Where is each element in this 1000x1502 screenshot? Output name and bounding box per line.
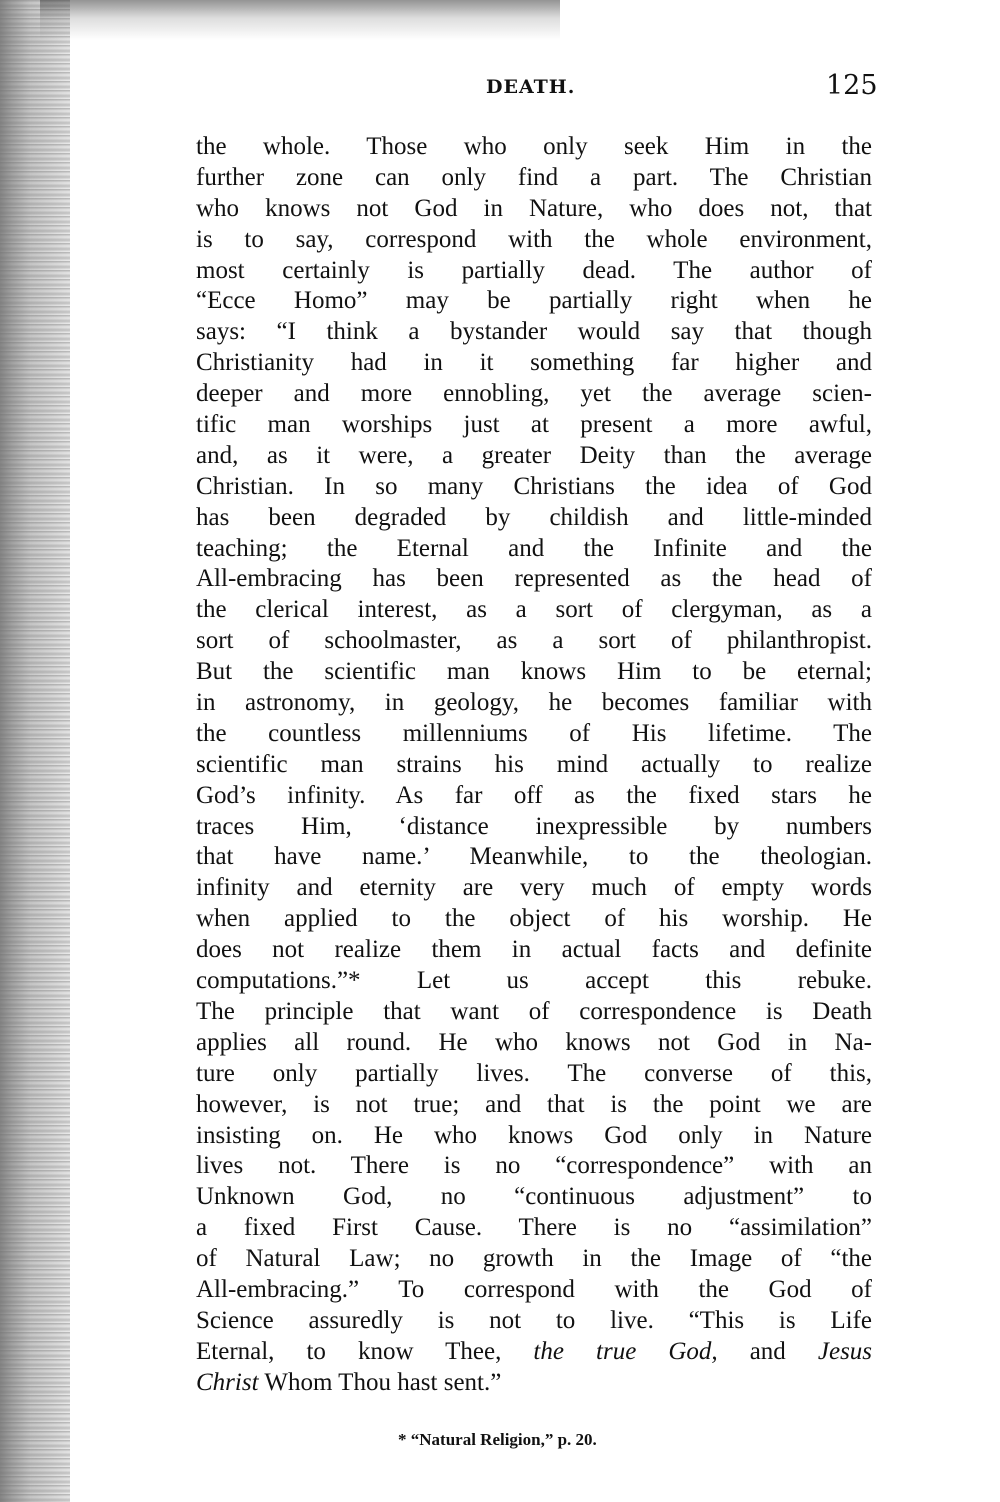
footnote: * “Natural Religion,” p. 20. [398,1430,597,1449]
body-line: deeper and more ennobling, yet the average scien- [196,380,872,408]
line-41-text-b: Whom Thou hast sent.” [264,1368,502,1396]
running-head [0,62,1000,102]
body-line [196,1368,872,1399]
body-line: teaching; the Eternal and the Infinite and the [196,534,872,562]
body-line: sort of schoolmaster, as a sort of philanthropist. [196,627,872,655]
body-line: Christianity had in it something far higher and [196,349,872,377]
body-line: who knows not God in Nature, who does not, that [196,194,872,222]
body-line: lives not. There is no “correspondence” with an [196,1152,872,1180]
page-number: 125 [826,70,878,101]
body-line: the clerical interest, as a sort of clergyman, as a [196,596,872,624]
body-line: insisting on. He who knows God only in Nature [196,1121,872,1149]
body-line: God’s infinity. As far off as the fixed stars he [196,781,872,809]
line-40-text-a: Eternal, to know Thee, [196,1337,502,1365]
body-line: computations.”* Let us accept this rebuke. [196,967,872,995]
body-line: All-embracing has been represented as the head of [196,565,872,593]
body-line: The principle that want of correspondence is Death [196,997,872,1025]
page-gutter-shadow [0,0,70,1502]
body-line: and, as it were, a greater Deity than the average [196,441,872,469]
scan-smudge [40,0,560,40]
body-line: most certainly is partially dead. The author of [196,256,872,284]
body-line: a fixed First Cause. There is no “assimilation” [196,1214,872,1242]
body-line: when applied to the object of his worship. He [196,905,872,933]
line-41-italic-a: Christ [196,1368,259,1396]
body-line: But the scientific man knows Him to be eternal; [196,658,872,686]
body-line: the whole. Those who only seek Him in the [196,133,872,160]
body-line: of Natural Law; no growth in the Image of “the [196,1245,872,1273]
body-line: Unknown God, no “continuous adjustment” to [196,1183,872,1211]
body-line: that have name.’ Meanwhile, to the theologian. [196,843,872,871]
body-line: infinity and eternity are very much of empty words [196,874,872,902]
body-line: the countless millenniums of His lifetime. The [196,719,872,747]
line-40-italic-b: the true God, [533,1337,718,1365]
body-line: Christian. In so many Christians the idea of God [196,472,872,500]
body-line: is to say, correspond with the whole environment, [196,225,872,253]
running-title: DEATH. [486,76,576,98]
body-line: in astronomy, in geology, he becomes familiar with [196,689,872,717]
line-40-italic-d: Jesus [817,1337,872,1365]
body-line: traces Him, ‘distance inexpressible by numbers [196,812,872,840]
body-line: further zone can only find a part. The Christian [196,163,872,191]
body-line: tific man worships just at present a more awful, [196,411,872,439]
line-40-text-c: and [749,1337,786,1365]
body-line: applies all round. He who knows not God in Na- [196,1028,872,1056]
body-line: has been degraded by childish and little-minded [196,503,872,531]
body-line: All-embracing.” To correspond with the God of [196,1275,872,1303]
body-line: ture only partially lives. The converse of this, [196,1059,872,1087]
body-line: scientific man strains his mind actually to realize [196,750,872,778]
body-line: however, is not true; and that is the point we are [196,1090,872,1118]
body-line: Science assuredly is not to live. “This is Life [196,1306,872,1334]
body-line: “Ecce Homo” may be partially right when he [196,287,872,315]
body-line: does not realize them in actual facts and definite [196,936,872,964]
body-text [196,132,872,1399]
body-line [196,1337,872,1368]
body-line: says: “I think a bystander would say that though [196,318,872,346]
